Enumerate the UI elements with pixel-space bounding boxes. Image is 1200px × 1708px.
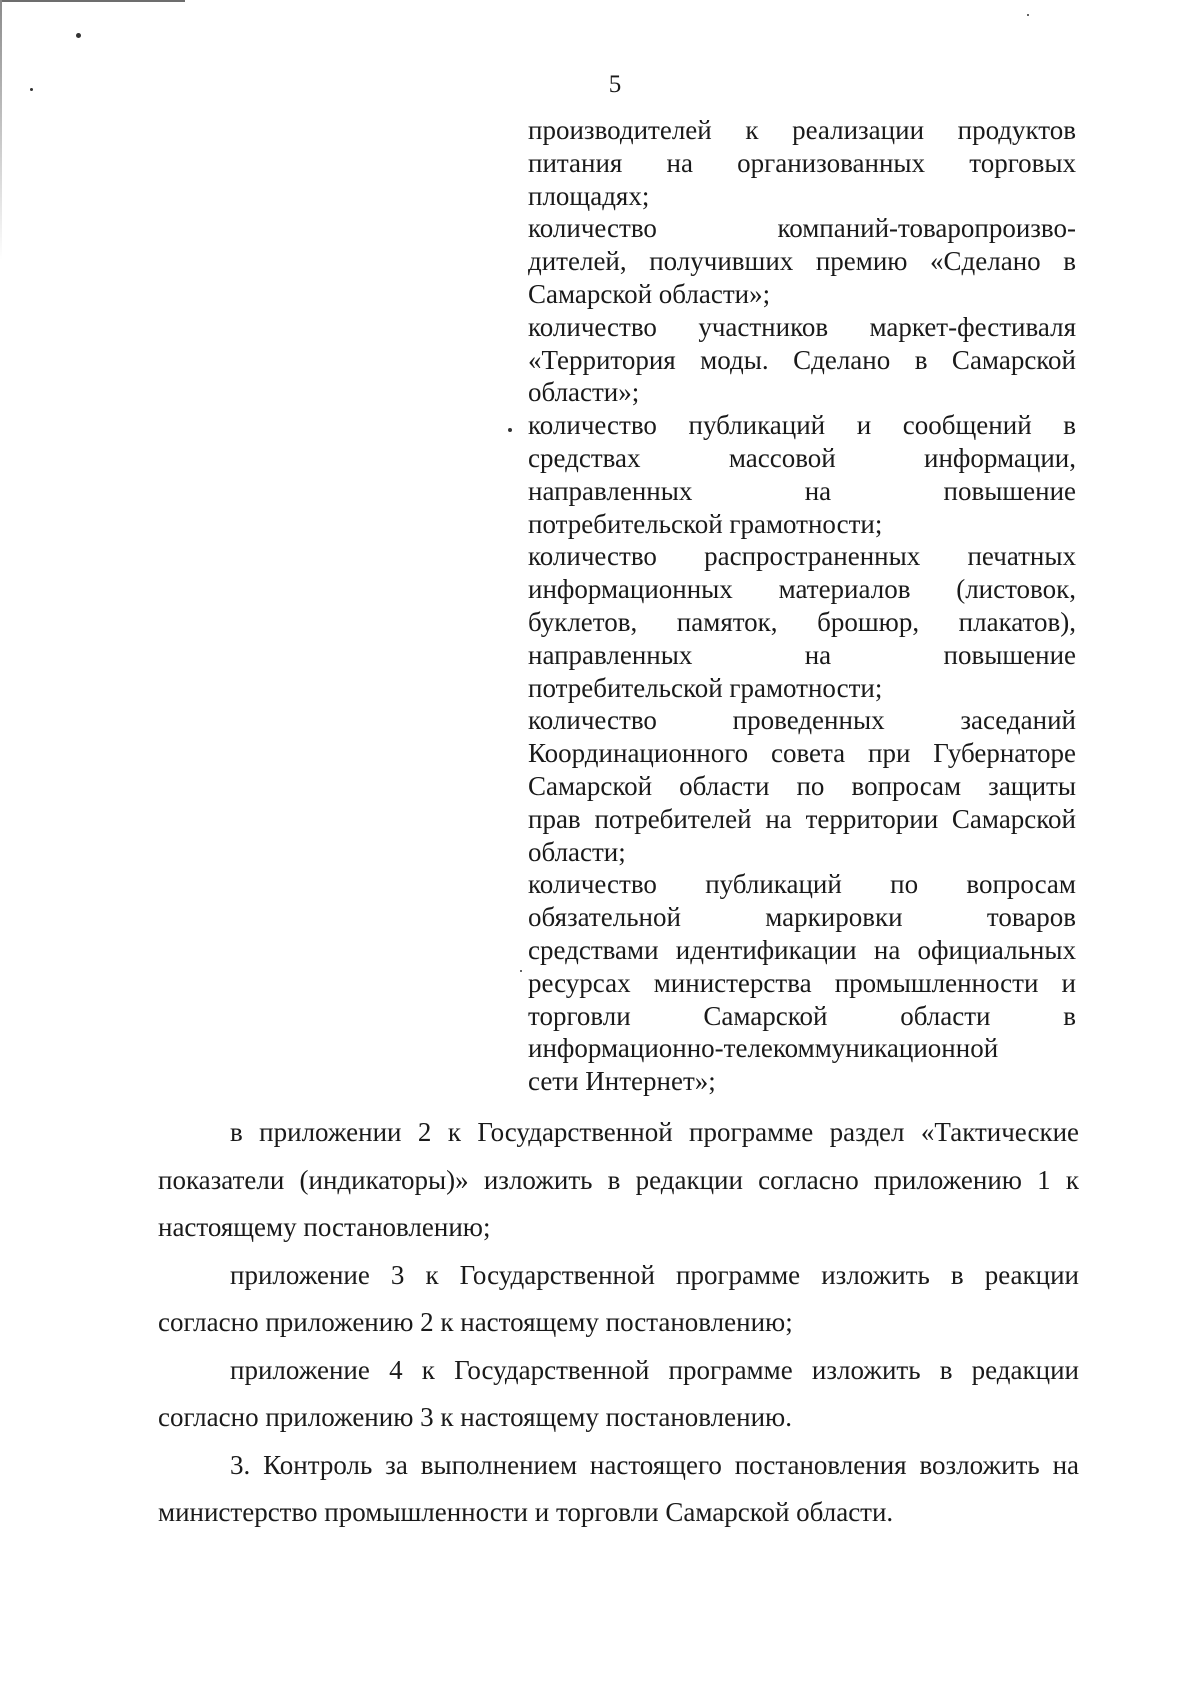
body-paragraph: приложение 3 к Государственной программе изложить в реакции согласно приложению 2 к настоящему постановлению; <box>158 1259 1079 1337</box>
scan-edge-left <box>0 0 2 260</box>
scan-speck <box>520 970 522 972</box>
page-number: 5 <box>608 71 622 98</box>
indicator-line: ресурсах министерства промышленности и <box>528 967 1076 998</box>
body-paragraph: в приложении 2 к Государственной программе раздел «Тактические показатели (индикаторы)» изложить в редакции согласно приложению 1 к настоящему постановлению; <box>158 1117 1079 1242</box>
scan-speck <box>1027 14 1029 16</box>
body-paragraph: 3. Контроль за выполнением настоящего постановления возложить на министерство промышленности и торговли Самарской области. <box>158 1449 1079 1527</box>
indicator-line: количество проведенных заседаний <box>528 705 1076 736</box>
body-text <box>158 1109 1079 1537</box>
indicator-line: количество распространенных печатных <box>528 541 1076 572</box>
indicator-line: обязательной маркировки товаров <box>528 902 1076 933</box>
indicator-line: количество участников маркет-фестиваля <box>528 311 1076 342</box>
indicator-item <box>528 311 1076 409</box>
indicator-item <box>528 1065 1076 1098</box>
scan-speck <box>76 33 81 38</box>
indicator-line: площадях; <box>528 180 650 211</box>
indicator-line: сети Интернет»; <box>528 1066 716 1097</box>
indicator-item <box>528 540 1076 704</box>
indicator-line: «Территория моды. Сделано в Самарской <box>528 344 1076 375</box>
indicator-line: информационно-телекоммуникационной <box>528 1033 999 1064</box>
indicator-line: потребительской грамотности; <box>528 672 883 703</box>
indicator-line: буклетов, памяток, брошюр, плакатов), <box>528 606 1076 637</box>
indicator-line: Самарской области по вопросам защиты <box>528 770 1076 801</box>
indicator-line: средствах массовой информации, <box>528 442 1076 473</box>
indicator-line: количество компаний-товаропроизво- <box>528 213 1076 244</box>
indicator-line: области; <box>528 836 626 867</box>
indicator-line: средствами идентификации на официальных <box>528 934 1076 965</box>
scan-edge-top <box>0 0 185 2</box>
indicator-line: производителей к реализации продуктов <box>528 115 1076 145</box>
indicator-item <box>528 868 1076 1065</box>
indicator-item <box>528 212 1076 310</box>
indicator-line: прав потребителей на территории Самарской <box>528 803 1076 834</box>
indicator-line: области»; <box>528 377 640 408</box>
body-paragraph: приложение 4 к Государственной программе изложить в редакции согласно приложению 3 к настоящему постановлению. <box>158 1354 1079 1432</box>
indicator-line: информационных материалов (листовок, <box>528 574 1076 605</box>
indicator-line: потребительской грамотности; <box>528 508 883 539</box>
indicator-line: питания на организованных торговых <box>528 147 1076 178</box>
indicator-line: дителей, получивших премию «Сделано в <box>528 246 1076 277</box>
indicator-line: направленных на повышение <box>528 639 1076 670</box>
indicator-line: количество публикаций по вопросам <box>528 869 1076 900</box>
indicator-line: Координационного совета при Губернаторе <box>528 738 1076 769</box>
indicator-line: направленных на повышение <box>528 475 1076 506</box>
indicator-item <box>528 704 1076 868</box>
indicator-line: Самарской области»; <box>528 278 771 309</box>
indicator-column <box>528 114 1076 1098</box>
scan-speck <box>508 428 512 432</box>
indicator-item <box>528 409 1076 540</box>
indicator-line: количество публикаций и сообщений в <box>528 410 1076 441</box>
indicator-item <box>528 114 1076 212</box>
indicator-line: торговли Самарской области в <box>528 1000 1076 1031</box>
